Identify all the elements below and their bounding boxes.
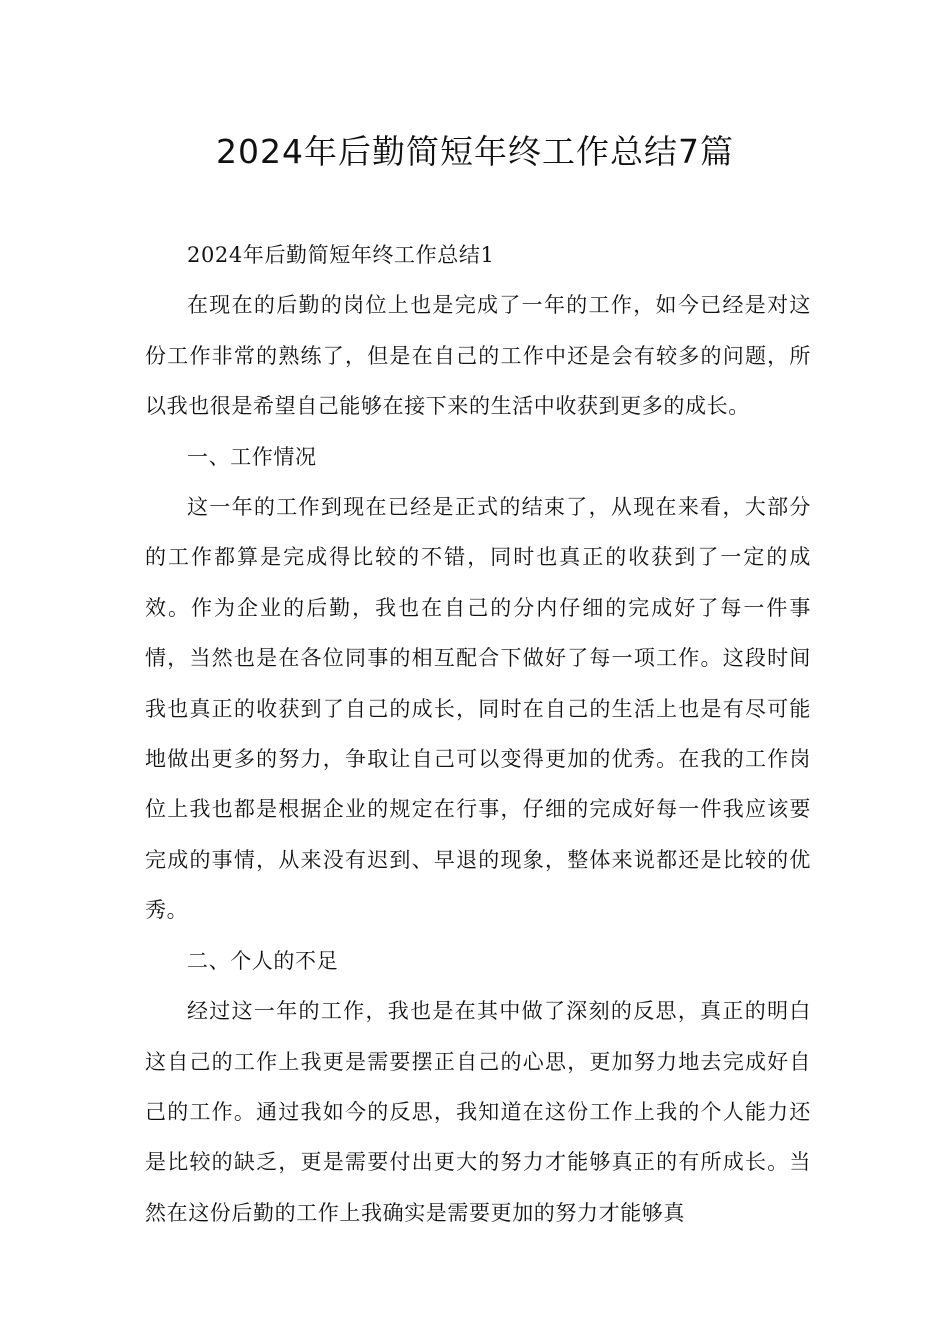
document-title: 2024年后勤简短年终工作总结7篇 <box>216 132 734 171</box>
section-heading-shortcomings: 二、个人的不足 <box>187 948 339 973</box>
section-heading-work: 一、工作情况 <box>187 444 317 469</box>
paragraph-intro: 在现在的后勤的岗位上也是完成了一年的工作，如今已经是对这份工作非常的熟练了，但是在自己的工作中还是会有较多的问题，所以我也很是希望自己能够在接下来的生活中收获到更多的成长。 <box>145 293 811 419</box>
document-body <box>145 230 811 1238</box>
paragraph-shortcomings: 经过这一年的工作，我也是在其中做了深刻的反思，真正的明白这自己的工作上我更是需要摆正自己的心思，更加努力地去完成好自己的工作。通过我如今的反思，我知道在这份工作上我的个人能力还是比较的缺乏，更是需要付出更大的努力才能够真正的有所成长。当然在这份后勤的工作上我确实是需要更加的努力才能够真 <box>145 999 811 1225</box>
paragraph-work: 这一年的工作到现在已经是正式的结束了，从现在来看，大部分的工作都算是完成得比较的不错，同时也真正的收获到了一定的成效。作为企业的后勤，我也在自己的分内仔细的完成好了每一件事情，当然也是在各位同事的相互配合下做好了每一项工作。这段时间我也真正的收获到了自己的成长，同时在自己的生活上也是有尽可能地做出更多的努力，争取让自己可以变得更加的优秀。在我的工作岗位上我也都是根据企业的规定在行事，仔细的完成好每一件我应该要完成的事情，从来没有迟到、早退的现象，整体来说都还是比较的优秀。 <box>145 495 811 923</box>
section-subtitle: 2024年后勤简短年终工作总结1 <box>187 243 495 267</box>
